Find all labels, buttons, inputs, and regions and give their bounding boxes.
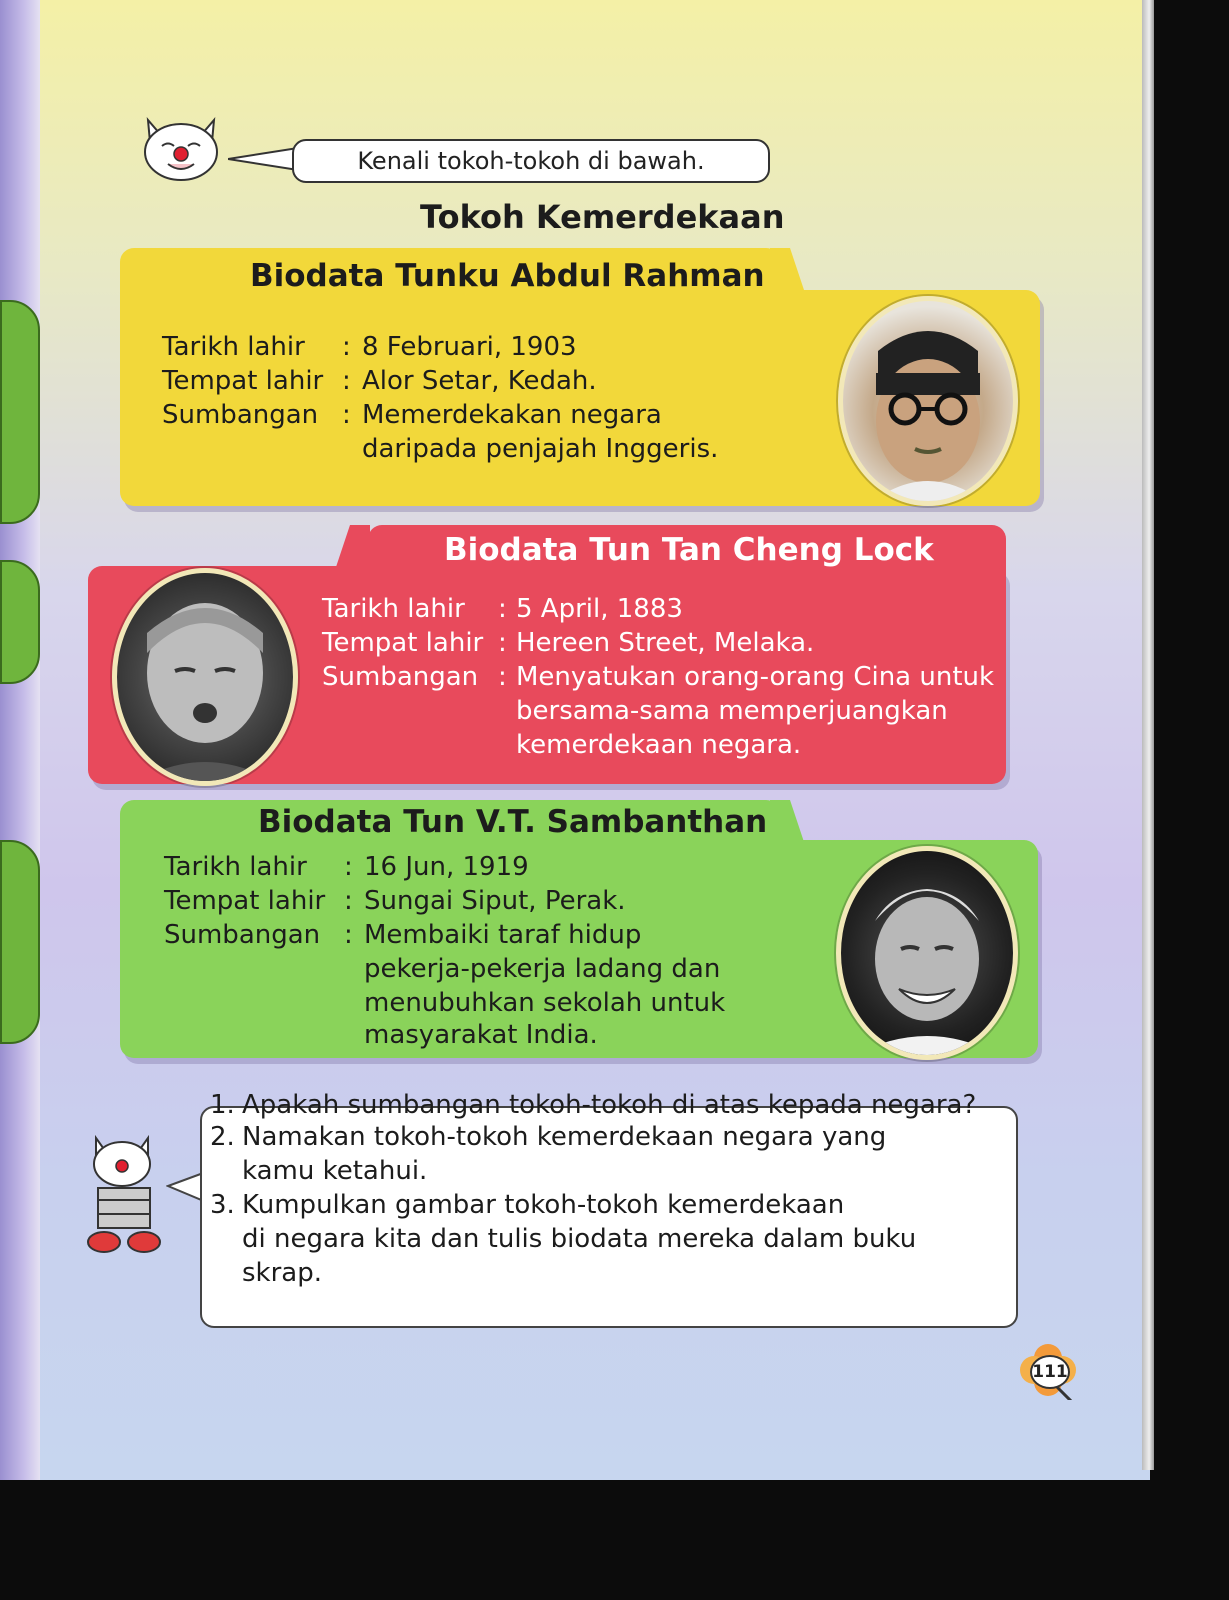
card-title: Biodata Tunku Abdul Rahman — [250, 258, 765, 294]
page-title: Tokoh Kemerdekaan — [420, 198, 785, 236]
row-value: Sungai Siput, Perak. — [364, 886, 626, 916]
row-label: Tempat lahir — [322, 628, 484, 658]
question-line: Kumpulkan gambar tokoh-tokoh kemerdekaan — [242, 1190, 845, 1220]
biodata-row — [164, 886, 626, 916]
row-value: Memerdekakan negara — [362, 400, 662, 430]
question-line: kamu ketahui. — [242, 1156, 428, 1186]
portrait-image — [843, 301, 1013, 501]
row-sep: : — [344, 920, 353, 950]
speech-bubble-tail — [228, 142, 298, 176]
biodata-row — [162, 332, 577, 362]
mascot-head-icon — [138, 112, 224, 184]
question-item — [210, 1090, 977, 1120]
tree-decoration — [0, 840, 40, 1044]
question-item — [210, 1122, 887, 1152]
question-line: Apakah sumbangan tokoh-tokoh di atas kepada negara? — [242, 1090, 977, 1120]
row-sep: : — [342, 366, 351, 396]
row-value: 8 Februari, 1903 — [362, 332, 577, 362]
question-number: 1. — [210, 1090, 235, 1120]
card-title: Biodata Tun V.T. Sambanthan — [258, 804, 768, 840]
question-number: 3. — [210, 1190, 235, 1220]
biodata-row — [322, 594, 683, 624]
intro-text: Kenali tokoh-tokoh di bawah. — [357, 147, 705, 175]
portrait-image — [841, 851, 1013, 1055]
row-value: Alor Setar, Kedah. — [362, 366, 597, 396]
question-line: di negara kita dan tulis biodata mereka dalam buku — [242, 1224, 917, 1254]
portrait-tunku-abdul-rahman — [838, 296, 1018, 506]
row-value: menubuhkan sekolah untuk — [364, 988, 726, 1018]
row-label: Sumbangan — [164, 920, 321, 950]
row-value: Menyatukan orang-orang Cina untuk — [516, 662, 995, 692]
row-sep: : — [498, 662, 507, 692]
tree-decoration — [0, 300, 40, 524]
biodata-row — [322, 662, 995, 692]
row-value: 16 Jun, 1919 — [364, 852, 529, 882]
row-value: daripada penjajah Inggeris. — [362, 434, 719, 464]
row-sep: : — [498, 628, 507, 658]
row-value: pekerja-pekerja ladang dan — [364, 954, 721, 984]
page-number: 111 — [1030, 1355, 1070, 1389]
mascot-reading-icon — [70, 1130, 170, 1260]
page-binding-edge — [1142, 0, 1154, 1470]
row-sep: : — [342, 332, 351, 362]
intro-speech-bubble — [292, 139, 770, 183]
biodata-row — [164, 920, 642, 950]
left-page-edge — [0, 0, 40, 1480]
row-sep: : — [344, 852, 353, 882]
portrait-image — [117, 573, 293, 781]
question-line: skrap. — [242, 1258, 322, 1288]
row-label: Sumbangan — [162, 400, 319, 430]
row-value: Hereen Street, Melaka. — [516, 628, 815, 658]
biodata-row — [164, 852, 529, 882]
tree-decoration — [0, 560, 40, 684]
biodata-row — [162, 400, 662, 430]
row-sep: : — [344, 886, 353, 916]
portrait-tan-cheng-lock — [112, 568, 298, 786]
row-sep: : — [498, 594, 507, 624]
card-title: Biodata Tun Tan Cheng Lock — [444, 532, 934, 568]
question-number: 2. — [210, 1122, 235, 1152]
row-label: Tarikh lahir — [164, 852, 307, 882]
row-label: Tarikh lahir — [162, 332, 305, 362]
biodata-row — [322, 628, 815, 658]
questions-box — [200, 1090, 1018, 1328]
row-value: bersama-sama memperjuangkan — [516, 696, 948, 726]
row-sep: : — [342, 400, 351, 430]
row-value: kemerdekaan negara. — [516, 730, 802, 760]
question-line: Namakan tokoh-tokoh kemerdekaan negara yang — [242, 1122, 887, 1152]
row-label: Tempat lahir — [162, 366, 324, 396]
row-value: 5 April, 1883 — [516, 594, 683, 624]
biodata-row — [162, 366, 597, 396]
row-label: Tempat lahir — [164, 886, 326, 916]
row-label: Sumbangan — [322, 662, 479, 692]
row-label: Tarikh lahir — [322, 594, 465, 624]
portrait-vt-sambanthan — [836, 846, 1018, 1060]
row-value: masyarakat India. — [364, 1020, 598, 1050]
row-value: Membaiki taraf hidup — [364, 920, 642, 950]
question-item — [210, 1190, 845, 1220]
